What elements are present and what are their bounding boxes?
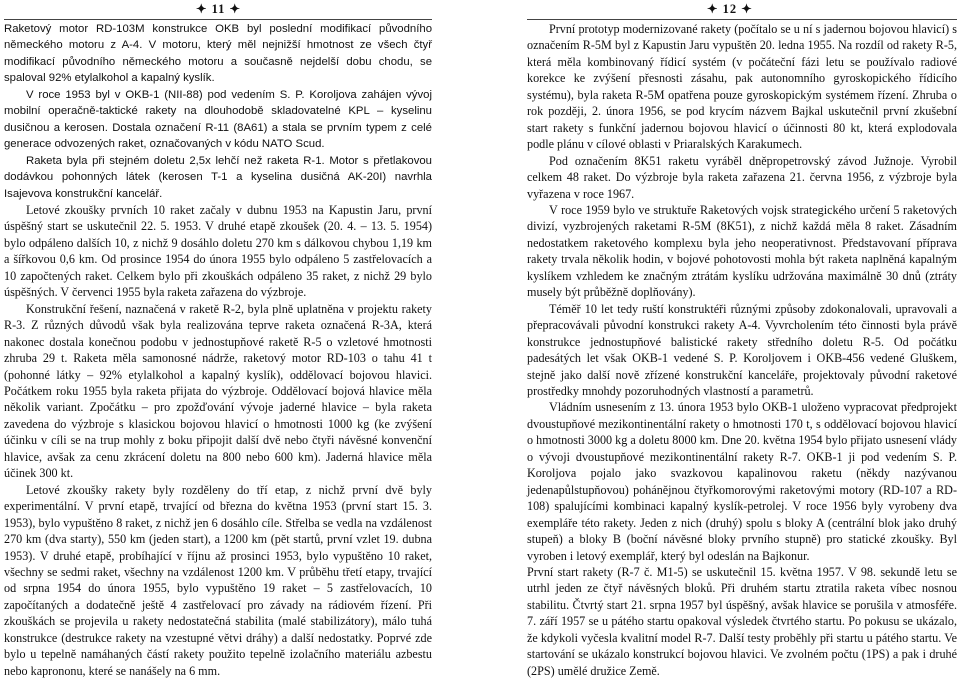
paragraph: Vládním usnesením z 13. února 1953 bylo OKB-1 uloženo vypracovat předprojekt dvoustupňové mezikontinentální rakety o hmotnosti 170 t, s oddělovací bojovou hlavicí o hmotnosti 3000 kg a doletu 8000 km. Dne 20. května 1954 bylo přijato usnesení vlády o vývoji dvoustupňové mezikontinentální rakety R-7. OKB-1 ji pod vedením S. P. Koroljova pojalo jako svazkovou kapalinovou raketu (někdy nazývanou jedenapůlstupňovou) pohánějnou čtyřkomorovými raketovými motory (RD-107 a RD-108) spalujícími kombinaci kapalný kyslík-petrolej. V roce 1956 byly vyrobeny dva exempláře této rakety. Jeden z nich (druhý) spolu s bloky A (centrální blok jako druhý stupeň) a bloky B (boční návěsné bloky prvního stupně) pro statické zkoušky. Byl vyroben i letový exemplář, který byl odeslán na Bajkonur. xyxy=(527,400,957,563)
paragraph: První start rakety (R-7 č. M1-5) se uskutečnil 15. května 1957. V 98. sekundě letu se utrhl jeden ze čtyř návěsných bloků. Při druhém startu ztratila raketa víbec nosnou stabilitu. Čtvrtý start 21. srpna 1957 byl úspěšný, avšak hlavice se porušila v atmosféře. 7. září 1957 se u pátého startu opakoval výsledek čtvrtého startu. Po pokusu se ukázalo, že kdykoli vyčesla kvalitní model R-7. Další testy proběhly při startu u pátého startu. Ve startování se ukázalo konstrukcí bojovou hlavici. Ve zvolném počtu (1PS) a pak i druhé (2PS) umělé družice Země. xyxy=(527,564,957,678)
left-page xyxy=(0,0,480,678)
text-column xyxy=(4,21,432,679)
page-number: ✦ 12 ✦ xyxy=(707,2,753,16)
paragraph: Konstrukční řešení, naznačená v raketě R-2, byla plně uplatněna v projektu rakety R-3. Z různých důvodů však byla realizována teprve raketa označená R-3A, která nakonec dostala konečnou podobu v jednostupňové raketě R-5 o vzletové hmotnosti zhruba 29 t. Raketa měla samonosné nádrže, raketový motor RD-103 o tahu 41 t (pohonné látky – 92% etylalkohol a kapalný kyslík), oddělovací bojovou hlavici. Počátkem roku 1955 byla raketa přijata do výzbroje. Oddělovací bojová hlavice měla několik variant. Zpočátku – pro zpožďování vývoje jaderné hlavice – byla raketa zavedena do výzbroje s klasickou bojovou hlavicí o hmotnosti 1000 kg (ke zvýšení účinku v cíli se na trup mohly z boku připojit další dvě nebo čtyři návěsné konvenční hlavice, avšak za cenu zkrácení doletu na 800 nebo 600 km). Jaderná hlavice měla účinek 300 kt. xyxy=(4,301,432,481)
paragraph: V roce 1953 byl v OKB-1 (NII-88) pod vedením S. P. Koroljova zahájen vývoj mobilní operačně-taktické rakety na dlouhodobě skladovatelné KPL – kyselinu dusičnou a kerosen. Dostala označení R-11 (8A61) a stala se prvním typem z celé generace odvozených raket, označovaných v kódu NATO Scud. xyxy=(4,88,432,151)
text-column xyxy=(527,21,957,679)
paragraph: Letové zkoušky prvních 10 raket začaly v dubnu 1953 na Kapustin Jaru, první úspěšný start se uskutečnil 22. 5. 1953. V druhé etapě zkoušek (20. 4. – 13. 5. 1954) bylo odpáleno dalších 10, z nichž 9 dosáhlo doletu 270 km s dálkovou chybou 1,19 km a šířkovou 0,6 km. Od prosince 1954 do února 1955 bylo odpáleno 5 zastřelovacích a 10 započtených raket. Celkem bylo při zkouškách odpáleno 35 raket, z nichž 29 bylo úspěšných. V červenci 1955 byla raketa zařazena do výzbroje. xyxy=(4,202,432,300)
paragraph: Raketa byla při stejném doletu 2,5x lehčí než raketa R-1. Motor s přetlakovou dodávkou pohonných látek (kerosen T-1 a kyselina dusičná AK-20I) navrhla Isajevova konstrukční kancelář. xyxy=(4,154,432,200)
header-rule xyxy=(527,19,957,20)
paragraph: Raketový motor RD-103M konstrukce OKB byl poslední modifikací původního německého motoru z A-4. V motoru, který měl nejnižší hmotnost ze všech čtyř modifikací původního německého motoru a současně nejdelší dobu chodu, se spaloval 92% etylalkohol a kapalný kyslík. xyxy=(4,23,432,85)
paragraph: Pod označením 8K51 raketu vyráběl dněpropetrovský závod Južnoje. Vyrobil celkem 48 raket. Do výzbroje byla raketa zařazena 21. června 1956, z výzbroje byla vyřazena v roce 1967. xyxy=(527,153,957,201)
paragraph: Letové zkoušky rakety byly rozděleny do tří etap, z nichž první dvě byly experimentální. V první etapě, trvající od března do května 1953 (první start 15. 3. 1953), bylo vypuštěno 8 raket, z nichž jen 6 dosáhlo cíle. Střelba se vedla na vzdálenost 270 km (dva starty), 550 km (jeden start), a 1200 km (pět startů, první vzlet 19. dubna 1953). V druhé etapě, probíhající v říjnu až prosinci 1953, bylo vypuštěno 10 raket, všechny se sedmi raket, všechny na vzdálenost 1200 km. V průběhu třetí etapy, trvající od srpna 1954 do února 1955, bylo vypuštěno 19 raket – 5 zastřelovacích, 10 započítaných a dodatečně ještě 4 zastřelovací pro závady na rádiovém řízení. Při zkouškách se projevila u rakety nedostatečná stabilita (malé stabilizátory), málo tuhá konstrukce (destrukce rakety na vzestupné větvi dráhy) a další nedostatky. Poprvé zde bylo u tepelně namáhaných částí rakety použito tepelně izolačního materiálu azbestu nebo kaprononu, které se nanášely na 6 mm. xyxy=(4,482,432,678)
page-number: ✦ 11 ✦ xyxy=(196,2,242,16)
header-rule xyxy=(4,19,432,20)
paragraph: V roce 1959 bylo ve struktuře Raketových vojsk strategického určení 5 raketových divizí, vyzbrojených raketami R-5M (8K51), z nichž každá měla 8 raket. Zásadním nedostatkem raketového komplexu byla jeho neoperativnost. Představovaní příprava rakety trvala několik hodin, v bojové pohotovosti mohla být raketa naplněná kapalným kyslíkem vzhledem ke značným ztrátám kyslíku udržována maximálně 30 dnů (ztráty musely být průběžně doplňovány). xyxy=(527,202,957,300)
right-page xyxy=(480,0,960,678)
paragraph: Téměř 10 let tedy ruští konstruktéři různými způsoby zdokonalovali, upravovali a přepracovávali původní konstrukci rakety A-4. Vyvrcholením této činnosti byla právě konstrukce jednostupňové balistické rakety středního doletu R-5. Od počátku padesátých let však OKB-1 vedené S. P. Koroljovem i OKB-456 vedené Gluškem, stejně jako další nově zřízené konstrukční kanceláře, projektovaly původní raketové prostředky mnohdy pozoruhodných vlastností a parametrů. xyxy=(527,301,957,398)
paragraph: První prototyp modernizované rakety (počítalo se u ní s jadernou bojovou hlavicí) s označením R-5M byl z Kapustin Jaru vypuštěn 20. ledna 1955. Na rozdíl od rakety R-5, která měla kombinovaný řídicí systém (v počáteční fázi letu se používalo radiové korekce ke zvýšení přesnosti zásahu, pak autonomního gyroskopického řídicího systému), byla raketa R-5M opatřena pouze gyroskopickým systémem řízení. Zhruba o rok později, 2. února 1956, se pod krycím názvem Bajkal uskutečnil první zkušební start rakety s funkční jadernou bojovou hlavicí o účinnosti 80 kt, která explodovala podle plánu v cílové oblasti v Priaralských Karakumech. xyxy=(527,22,957,152)
